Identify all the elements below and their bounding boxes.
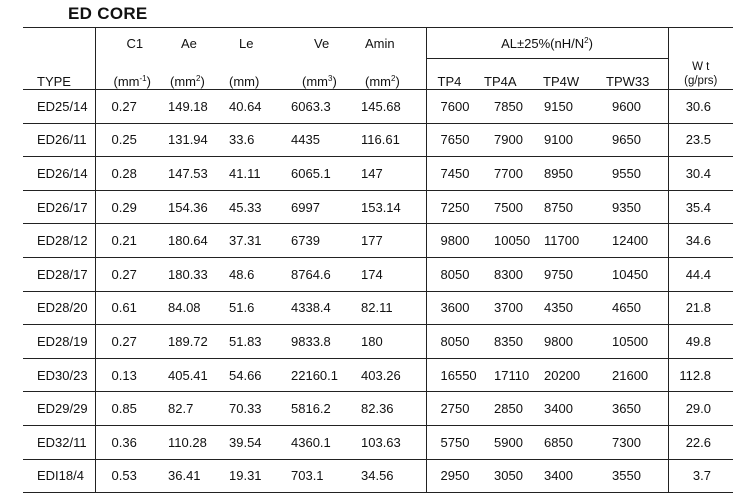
table-row (23, 459, 733, 493)
cell-wt: 112.8 (668, 358, 733, 392)
cell-ve: 4338.4 (288, 291, 358, 325)
cell-tp4a: 7850 (478, 90, 534, 124)
header-amin: Amin (358, 28, 426, 59)
cell-ve: 5816.2 (288, 392, 358, 426)
cell-c1: 0.27 (95, 257, 162, 291)
cell-amin: 116.61 (358, 123, 426, 157)
cell-ve: 6065.1 (288, 157, 358, 191)
cell-wt: 49.8 (668, 325, 733, 359)
cell-tp4w: 9750 (534, 257, 598, 291)
header-spacer (23, 28, 95, 59)
cell-ae: 82.7 (162, 392, 226, 426)
header-tp4a: TP4A (484, 74, 517, 89)
cell-tp4: 2750 (426, 392, 478, 426)
cell-type: ED28/12 (23, 224, 95, 258)
cell-tp4: 7650 (426, 123, 478, 157)
cell-type: ED28/20 (23, 291, 95, 325)
cell-tp4w: 8750 (534, 190, 598, 224)
cell-type: ED25/14 (23, 90, 95, 124)
header-wt (668, 59, 733, 90)
cell-tp4a: 10050 (478, 224, 534, 258)
table-body (23, 90, 733, 493)
cell-tp4a: 7900 (478, 123, 534, 157)
cell-c1: 0.28 (95, 157, 162, 191)
ed-core-table (23, 27, 733, 493)
cell-tp4a: 8300 (478, 257, 534, 291)
cell-tp4: 16550 (426, 358, 478, 392)
ae-unit-close: ) (200, 74, 205, 89)
cell-ve: 9833.8 (288, 325, 358, 359)
cell-amin: 103.63 (358, 425, 426, 459)
cell-tp4a: 5900 (478, 425, 534, 459)
cell-c1: 0.85 (95, 392, 162, 426)
cell-le: 48.6 (226, 257, 288, 291)
cell-ae: 189.72 (162, 325, 226, 359)
header-al-group (426, 28, 668, 59)
cell-type: ED26/17 (23, 190, 95, 224)
table-row (23, 90, 733, 124)
cell-ve: 6739 (288, 224, 358, 258)
table-header (23, 28, 733, 90)
cell-tp4a: 3700 (478, 291, 534, 325)
cell-wt: 22.6 (668, 425, 733, 459)
header-type: TYPE (37, 74, 71, 89)
cell-tpw33: 9600 (598, 90, 668, 124)
cell-le: 51.83 (226, 325, 288, 359)
cell-wt: 34.6 (668, 224, 733, 258)
cell-type: EDI18/4 (23, 459, 95, 493)
cell-tp4w: 9100 (534, 123, 598, 157)
cell-tp4: 8050 (426, 257, 478, 291)
cell-ve: 8764.6 (288, 257, 358, 291)
cell-tpw33: 3550 (598, 459, 668, 493)
cell-tp4w: 20200 (534, 358, 598, 392)
cell-wt: 30.4 (668, 157, 733, 191)
cell-le: 33.6 (226, 123, 288, 157)
ve-unit-close: ) (332, 74, 337, 89)
header-tp4: TP4 (426, 59, 478, 90)
cell-le: 19.31 (226, 459, 288, 493)
cell-wt: 30.6 (668, 90, 733, 124)
cell-tp4a: 7700 (478, 157, 534, 191)
cell-tpw33: 10500 (598, 325, 668, 359)
cell-le: 70.33 (226, 392, 288, 426)
cell-tp4a: 17110 (478, 358, 534, 392)
cell-wt: 23.5 (668, 123, 733, 157)
cell-tp4w: 3400 (534, 392, 598, 426)
cell-type: ED32/11 (23, 425, 95, 459)
c1-unit-label: (mm (113, 74, 140, 89)
table-row (23, 291, 733, 325)
cell-tp4: 5750 (426, 425, 478, 459)
cell-tp4: 2950 (426, 459, 478, 493)
cell-tp4: 7450 (426, 157, 478, 191)
cell-tpw33: 21600 (598, 358, 668, 392)
cell-ve: 4435 (288, 123, 358, 157)
header-tp4w: TP4W (543, 74, 580, 89)
cell-tp4a: 7500 (478, 190, 534, 224)
cell-type: ED28/17 (23, 257, 95, 291)
cell-ae: 110.28 (162, 425, 226, 459)
header-al-close: ) (588, 35, 593, 51)
ve-unit-label: (mm (302, 74, 328, 89)
cell-tpw33: 7300 (598, 425, 668, 459)
cell-ae: 36.41 (162, 459, 226, 493)
cell-tp4a: 3050 (478, 459, 534, 493)
cell-tp4: 7600 (426, 90, 478, 124)
header-c1-unit (95, 59, 162, 90)
header-wt-unit: (g/prs) (684, 74, 718, 87)
header-ve: Ve (288, 28, 358, 59)
cell-ae: 154.36 (162, 190, 226, 224)
table-row (23, 325, 733, 359)
cell-amin: 177 (358, 224, 426, 258)
cell-ae: 149.18 (162, 90, 226, 124)
cell-c1: 0.36 (95, 425, 162, 459)
cell-amin: 153.14 (358, 190, 426, 224)
cell-ve: 6063.3 (288, 90, 358, 124)
header-al-label: AL±25%(nH/N (501, 35, 585, 51)
cell-c1: 0.61 (95, 291, 162, 325)
table-row (23, 157, 733, 191)
cell-amin: 147 (358, 157, 426, 191)
cell-ve: 6997 (288, 190, 358, 224)
cell-tp4w: 4350 (534, 291, 598, 325)
cell-wt: 44.4 (668, 257, 733, 291)
cell-type: ED26/14 (23, 157, 95, 191)
cell-type: ED30/23 (23, 358, 95, 392)
header-le-unit: (mm) (229, 74, 260, 89)
cell-amin: 34.56 (358, 459, 426, 493)
cell-ve: 703.1 (288, 459, 358, 493)
cell-tp4w: 6850 (534, 425, 598, 459)
table-row (23, 425, 733, 459)
cell-tp4: 9800 (426, 224, 478, 258)
cell-c1: 0.27 (95, 90, 162, 124)
cell-amin: 180 (358, 325, 426, 359)
table-row (23, 358, 733, 392)
cell-tp4: 7250 (426, 190, 478, 224)
ae-unit-exp: 2 (196, 74, 201, 83)
c1-unit-exp: -1 (139, 74, 147, 83)
header-ae-unit (162, 59, 226, 90)
header-al-exp: 2 (584, 35, 589, 45)
cell-ae: 405.41 (162, 358, 226, 392)
cell-tp4w: 9800 (534, 325, 598, 359)
cell-le: 39.54 (226, 425, 288, 459)
cell-tpw33: 10450 (598, 257, 668, 291)
cell-type: ED29/29 (23, 392, 95, 426)
cell-ae: 180.33 (162, 257, 226, 291)
cell-c1: 0.25 (95, 123, 162, 157)
cell-le: 40.64 (226, 90, 288, 124)
cell-amin: 82.36 (358, 392, 426, 426)
cell-c1: 0.21 (95, 224, 162, 258)
cell-le: 45.33 (226, 190, 288, 224)
cell-c1: 0.53 (95, 459, 162, 493)
cell-ve: 22160.1 (288, 358, 358, 392)
header-amin-unit (358, 59, 426, 90)
cell-le: 51.6 (226, 291, 288, 325)
header-ve-unit (288, 59, 358, 90)
header-tpw33: TPW33 (606, 74, 650, 89)
cell-tpw33: 9350 (598, 190, 668, 224)
ve-unit-exp: 3 (328, 74, 333, 83)
cell-le: 37.31 (226, 224, 288, 258)
cell-tp4w: 8950 (534, 157, 598, 191)
cell-c1: 0.29 (95, 190, 162, 224)
header-wt-spacer (668, 28, 733, 59)
header-le: Le (226, 28, 288, 59)
ae-unit-label: (mm (170, 74, 196, 89)
amin-unit-exp: 2 (391, 74, 396, 83)
cell-c1: 0.13 (95, 358, 162, 392)
cell-amin: 174 (358, 257, 426, 291)
cell-wt: 21.8 (668, 291, 733, 325)
cell-amin: 145.68 (358, 90, 426, 124)
cell-tpw33: 3650 (598, 392, 668, 426)
table-row (23, 392, 733, 426)
table-row (23, 123, 733, 157)
cell-type: ED28/19 (23, 325, 95, 359)
cell-tp4w: 11700 (534, 224, 598, 258)
header-ae: Ae (162, 28, 226, 59)
cell-tp4: 3600 (426, 291, 478, 325)
cell-tp4w: 3400 (534, 459, 598, 493)
page-title: ED CORE (68, 4, 148, 23)
cell-tp4a: 8350 (478, 325, 534, 359)
cell-tpw33: 12400 (598, 224, 668, 258)
cell-tpw33: 9650 (598, 123, 668, 157)
cell-ae: 131.94 (162, 123, 226, 157)
table-row (23, 190, 733, 224)
cell-tpw33: 9550 (598, 157, 668, 191)
cell-ae: 180.64 (162, 224, 226, 258)
cell-c1: 0.27 (95, 325, 162, 359)
header-wt-label: W t (692, 60, 710, 73)
cell-wt: 29.0 (668, 392, 733, 426)
table-row (23, 257, 733, 291)
cell-amin: 82.11 (358, 291, 426, 325)
header-c1: C1 (95, 28, 162, 59)
cell-ae: 84.08 (162, 291, 226, 325)
amin-unit-label: (mm (365, 74, 391, 89)
cell-wt: 3.7 (668, 459, 733, 493)
cell-ae: 147.53 (162, 157, 226, 191)
cell-type: ED26/11 (23, 123, 95, 157)
cell-tp4a: 2850 (478, 392, 534, 426)
cell-tp4w: 9150 (534, 90, 598, 124)
c1-unit-close: ) (146, 74, 151, 89)
cell-le: 41.11 (226, 157, 288, 191)
cell-le: 54.66 (226, 358, 288, 392)
cell-tpw33: 4650 (598, 291, 668, 325)
cell-amin: 403.26 (358, 358, 426, 392)
cell-wt: 35.4 (668, 190, 733, 224)
cell-tp4: 8050 (426, 325, 478, 359)
amin-unit-close: ) (395, 74, 400, 89)
cell-ve: 4360.1 (288, 425, 358, 459)
table-row (23, 224, 733, 258)
